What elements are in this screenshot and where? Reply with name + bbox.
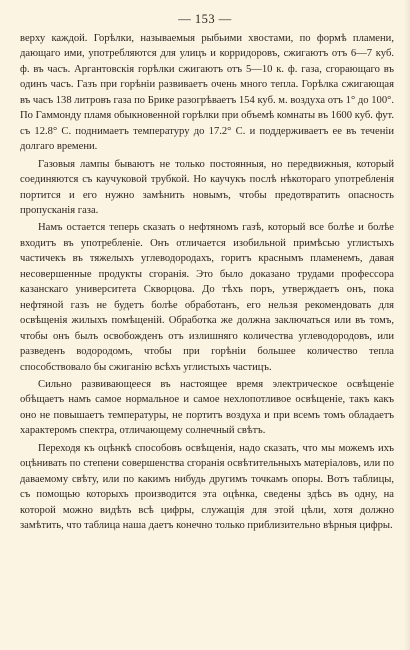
paragraph-oil-gas	[20, 220, 394, 375]
paragraph-text: Сильно развивающееся въ настоящее время электрическое освѣщеніе обѣщаетъ намъ самое нормальное и самое нехлопотливое освѣщеніе, такъ какъ оно не повышаетъ температуры, не портитъ воздуха и при всемъ томъ обладаетъ характеромъ спектра, отличающему солнечный свѣтъ.	[20, 378, 394, 437]
paragraph-gas-lamps	[20, 157, 394, 219]
page-number: — 153 —	[178, 12, 232, 26]
paragraph-evaluation	[20, 441, 394, 534]
page-edge-shadow	[404, 0, 410, 650]
paragraph-text: верху каждой. Горѣлки, называемыя рыбьими хвостами, по формѣ пламени, дающаго ими, употребляются для улицъ и корридоровъ, сжигаютъ отъ 6—7 куб. ф. въ часъ. Аргантовскія горѣлки сжигаютъ отъ 5—10 к. ф. газа, сгорающаго въ одинъ часъ. Газъ при горѣніи развиваетъ очень много тепла. Горѣлка сжигающая въ часъ 138 литровъ газа по Брике разогрѣваетъ 154 куб. м. воздуха отъ 1° до 100°. По Гаммонду пламя обыкновенной горѣлки при объемѣ комнаты въ 1600 куб. фут. съ 12.8° С. поднимаетъ температуру до 17.2° С. и поддерживаетъ ее въ теченіи долгаго времени.	[20, 33, 394, 153]
paragraph-gas-burners	[20, 31, 394, 155]
paragraph-text: Намъ остается теперь сказать о нефтяномъ газѣ, который все болѣе и болѣе входитъ въ употребленіе. Онъ отличается изобильной примѣсью углистыхъ частичекъ въ тяжелыхъ углеводородахъ, горитъ краснымъ пламенемъ, давая несовершенные продукты сгоранія. Это было доказано трудами профессора казанскаго университета Скворцова. До тѣхъ поръ, утверждаетъ онъ, пока нефтяной газъ не будетъ болѣе обработанъ, его нельзя рекомендовать для освѣщенія жилыхъ помѣщеній. Обработка же должна заключаться или въ томъ, чтобы онъ былъ освобожденъ отъ излишняго количества углеводородовъ, или разведенъ водородомъ, чтобы при горѣніи большее количество тепла способствовало бы сжиганію всѣхъ углистыхъ частицъ.	[20, 222, 394, 373]
page-body	[20, 31, 394, 534]
paragraph-electric-light	[20, 377, 394, 439]
paragraph-text: Газовыя лампы бываютъ не только постоянныя, но передвижныя, который соединяются съ каучуковой трубкой. Но каучукъ послѣ нѣкотораго употребленія портится и его нужно замѣнить новымъ, чтобы предотвратить опасность пропусканія газа.	[20, 158, 394, 216]
paragraph-text: Переходя къ оцѣнкѣ способовъ освѣщенія, надо сказать, что мы можемъ ихъ оцѣнивать по степени совершенства сгоранія освѣтительныхъ матеріаловъ, или по даваемому свѣту, или по какимъ нибудь другимъ точкамъ опоры. Вотъ таблицы, съ помощью которыхъ производится эта оцѣнка, сведены здѣсь въ одну, на которой можно видѣть всѣ цифры, служащія для этой цѣли, хотя должно замѣтить, что таблица наша даетъ конечно только приблизительно вѣрныя цифры.	[20, 442, 394, 532]
